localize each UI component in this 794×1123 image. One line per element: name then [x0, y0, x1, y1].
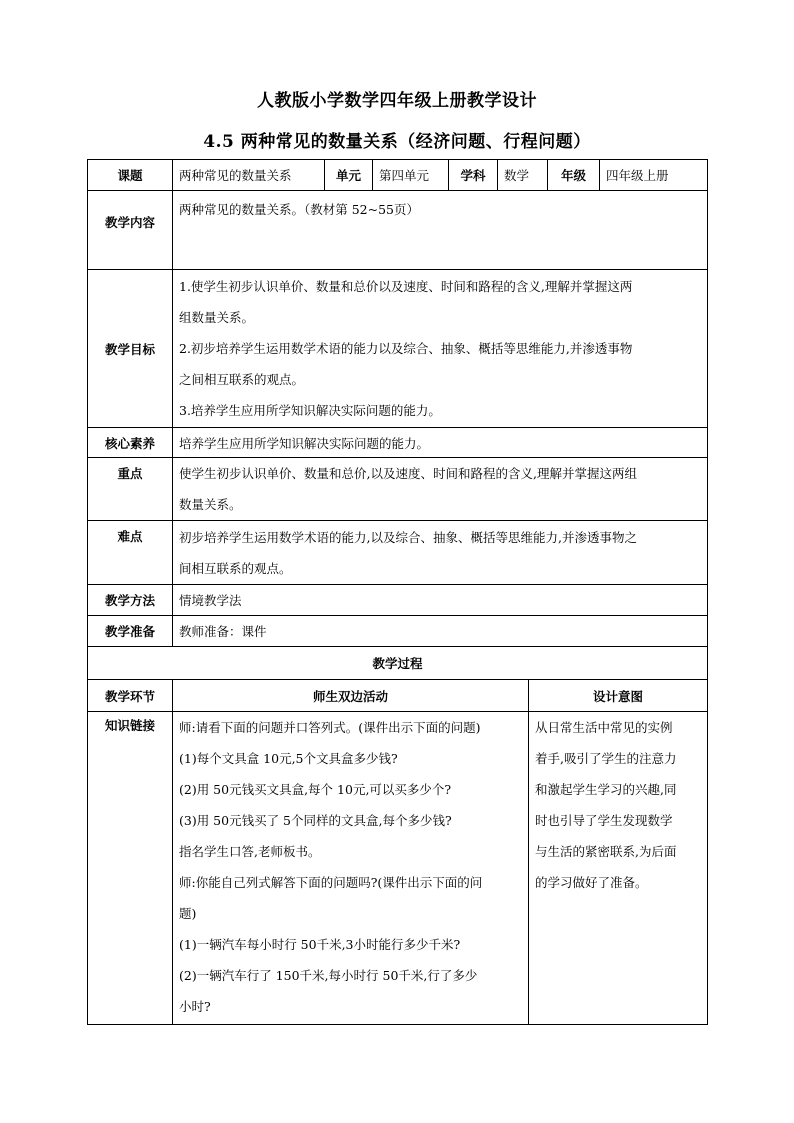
- method-value: 情境教学法: [173, 585, 708, 616]
- activity-line: 指名学生口答,老师板书。: [179, 844, 321, 859]
- intent-text: [529, 712, 708, 1025]
- grade-value: 四年级上册: [600, 160, 708, 191]
- topic-value: 两种常见的数量关系: [173, 160, 325, 191]
- intent-line: 着手,吸引了学生的注意力: [535, 751, 677, 766]
- column-activity: 师生双边活动: [173, 680, 529, 712]
- column-intent: 设计意图: [529, 680, 708, 712]
- subject-value: 数学: [498, 160, 548, 191]
- method-label: 教学方法: [88, 585, 173, 616]
- content-value: 两种常见的数量关系。（教材第 52~55页）: [173, 191, 708, 270]
- goal-line: 之间相互联系的观点。: [179, 372, 305, 387]
- goal-line: 1.使学生初步认识单价、数量和总价以及速度、时间和路程的含义,理解并掌握这两: [179, 279, 633, 294]
- subject-label: 学科: [449, 160, 498, 191]
- document-title: 人教版小学数学四年级上册教学设计: [257, 91, 537, 111]
- activity-line: (1)每个文具盒 10元,5个文具盒多少钱?: [179, 751, 398, 766]
- core-label: 核心素养: [88, 428, 173, 458]
- activity-line: (3)用 50元钱买了 5个同样的文具盒,每个多少钱?: [179, 813, 452, 828]
- stage-label: 知识链接: [88, 712, 173, 1025]
- activity-line: 师:你能自己列式解答下面的问题吗?(课件出示下面的问: [179, 875, 483, 890]
- goal-line: 组数量关系。: [179, 310, 255, 325]
- goals-label: 教学目标: [88, 270, 173, 428]
- core-value: 培养学生应用所学知识解决实际问题的能力。: [173, 428, 708, 458]
- activity-line: (1)一辆汽车每小时行 50千米,3小时能行多少千米?: [179, 937, 461, 952]
- lesson-info-table: [87, 159, 708, 647]
- content-label: 教学内容: [88, 191, 173, 270]
- goal-line: 3.培养学生应用所学知识解决实际问题的能力。: [179, 403, 441, 418]
- intent-line: 与生活的紧密联系,为后面: [535, 844, 677, 859]
- key-line: 数量关系。: [179, 497, 242, 512]
- column-stage: 教学环节: [88, 680, 173, 712]
- goals-text: [173, 270, 708, 428]
- key-text: [173, 458, 708, 521]
- difficulty-line: 初步培养学生运用数学术语的能力,以及综合、抽象、概括等思维能力,并渗透事物之: [179, 529, 637, 545]
- prep-value: 教师准备：课件: [173, 616, 708, 647]
- topic-label: 课题: [88, 160, 173, 191]
- grade-label: 年级: [548, 160, 600, 191]
- difficulty-label: 难点: [88, 521, 173, 585]
- intent-line: 的学习做好了准备。: [535, 875, 648, 890]
- activity-line: 题): [179, 906, 197, 921]
- key-line: 使学生初步认识单价、数量和总价,以及速度、时间和路程的含义,理解并掌握这两组: [179, 466, 637, 481]
- activity-line: 师:请看下面的问题并口答列式。(课件出示下面的问题): [179, 720, 481, 735]
- process-header: 教学过程: [88, 647, 708, 680]
- intent-line: 时也引导了学生发现数学: [535, 813, 673, 828]
- unit-label: 单元: [325, 160, 373, 191]
- activity-text: [173, 712, 529, 1025]
- key-label: 重点: [88, 458, 173, 521]
- activity-line: (2)用 50元钱买文具盒,每个 10元,可以买多少个?: [179, 782, 452, 797]
- intent-line: 从日常生活中常见的实例: [535, 720, 673, 735]
- activity-line: 小时?: [179, 999, 211, 1014]
- unit-value: 第四单元: [373, 160, 449, 191]
- difficulty-text: [173, 521, 708, 585]
- goal-line: 2.初步培养学生运用数学术语的能力以及综合、抽象、概括等思维能力,并渗透事物: [179, 341, 633, 356]
- intent-line: 和激起学生学习的兴趣,同: [535, 782, 677, 797]
- activity-line: (2)一辆汽车行了 150千米,每小时行 50千米,行了多少: [179, 968, 478, 983]
- prep-label: 教学准备: [88, 616, 173, 647]
- process-table: [87, 646, 708, 1025]
- lesson-subtitle: 4.5 两种常见的数量关系（经济问题、行程问题）: [203, 132, 591, 152]
- difficulty-line: 间相互联系的观点。: [179, 560, 292, 576]
